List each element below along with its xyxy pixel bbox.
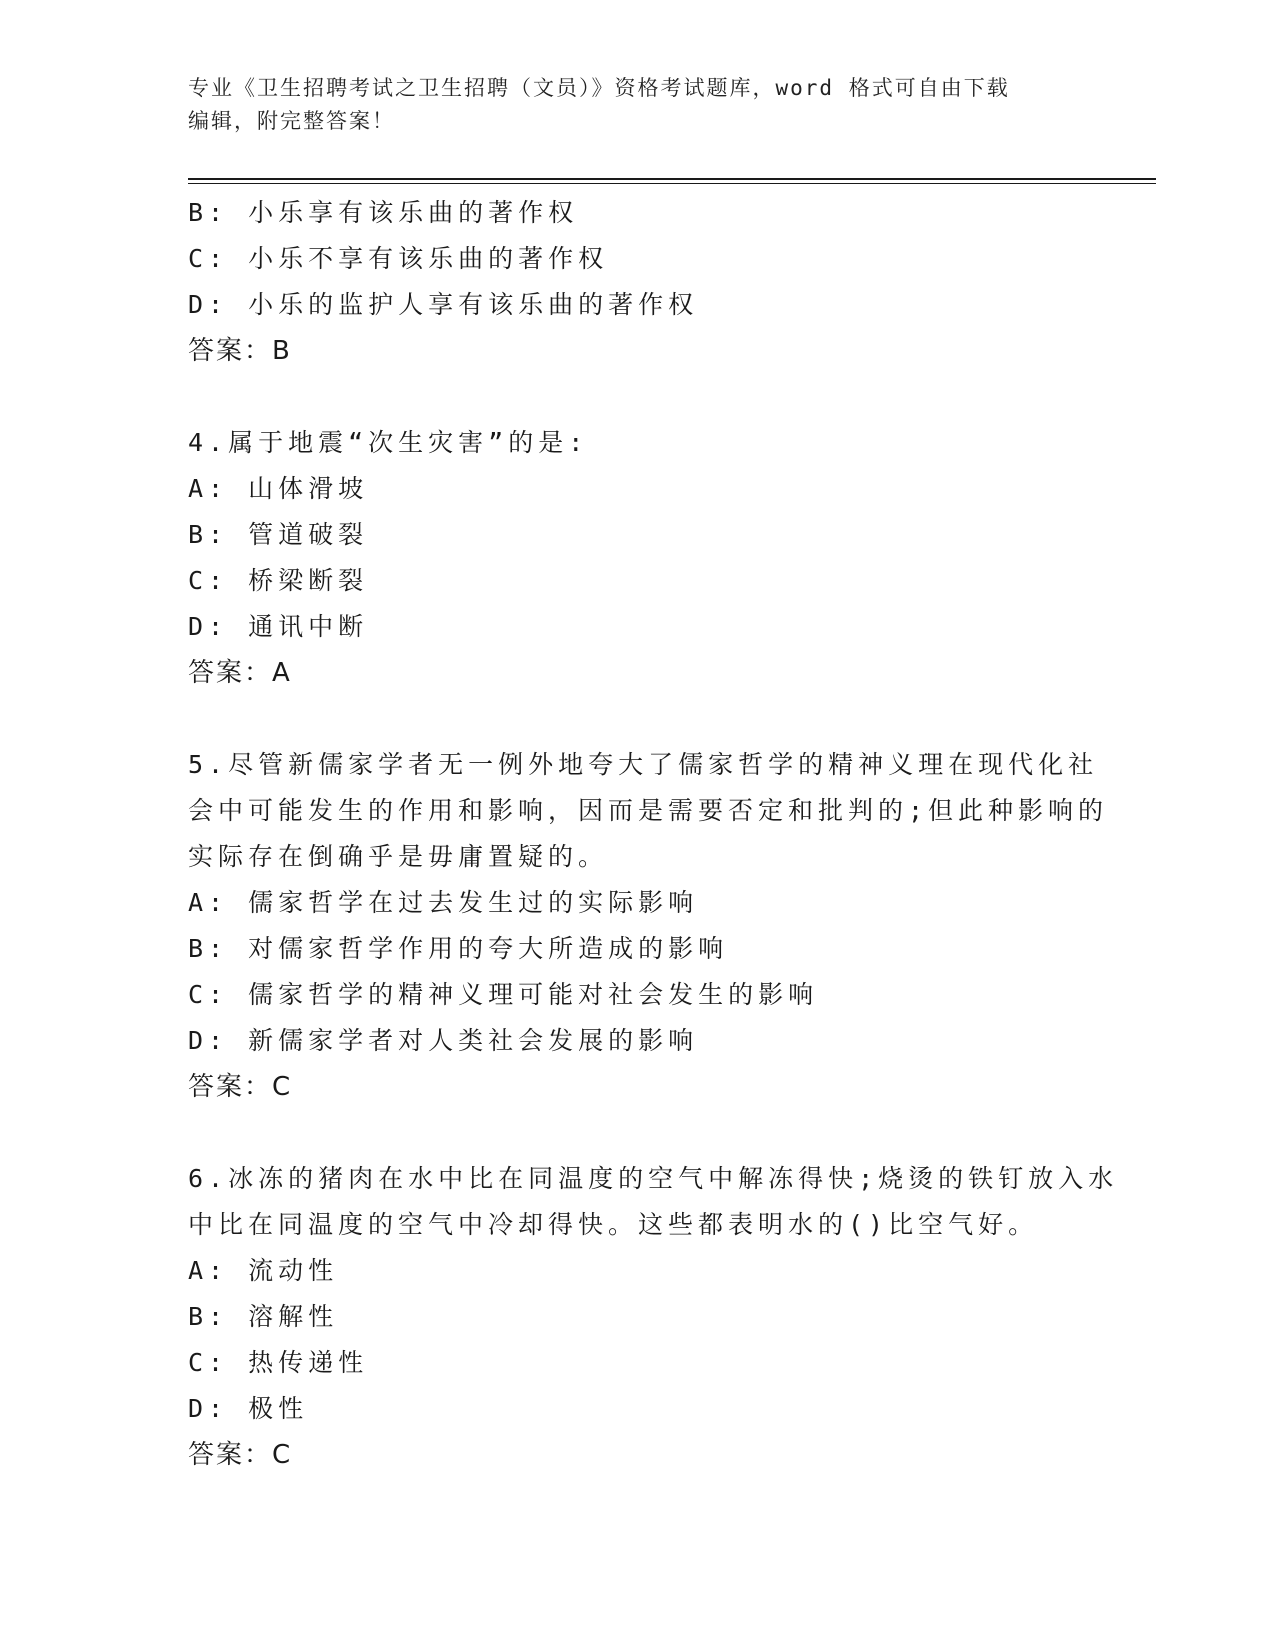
question-4-option-c: C: 桥梁断裂: [188, 566, 369, 595]
question-3-answer: 答案：B: [188, 336, 292, 366]
spacer: [188, 696, 1088, 742]
question-list: [188, 190, 1119, 1478]
document-header: [188, 72, 1088, 138]
question-6-answer: 答案：C: [188, 1440, 293, 1470]
question-5-option-d: D: 新儒家学者对人类社会发展的影响: [188, 1026, 699, 1055]
spacer: [188, 1110, 1088, 1156]
question-4: [188, 420, 1088, 696]
question-6-option-a: A: 流动性: [188, 1256, 339, 1285]
question-3-option-c: C: 小乐不享有该乐曲的著作权: [188, 244, 609, 273]
question-4-answer: 答案：A: [188, 658, 292, 688]
question-6-stem-line-1: 6.冰冻的猪肉在水中比在同温度的空气中解冻得快;烧烫的铁钉放入水: [188, 1164, 1119, 1193]
question-5-option-a: A: 儒家哲学在过去发生过的实际影响: [188, 888, 699, 917]
question-3-continued: [188, 190, 1088, 374]
question-5-stem-line-1: 5.尽管新儒家学者无一例外地夸大了儒家哲学的精神义理在现代化社: [188, 750, 1099, 779]
question-5-answer: 答案：C: [188, 1072, 293, 1102]
header-line-2: 编辑，附完整答案！: [188, 109, 395, 133]
spacer: [188, 374, 1088, 420]
question-5: [188, 742, 1109, 1110]
question-6-option-c: C: 热传递性: [188, 1348, 369, 1377]
header-line-1: 专业《卫生招聘考试之卫生招聘（文员）》资格考试题库，word 格式可自由下载: [188, 76, 1010, 100]
question-5-option-c: C: 儒家哲学的精神义理可能对社会发生的影响: [188, 980, 819, 1009]
question-4-option-d: D: 通讯中断: [188, 612, 369, 641]
header-divider-thin: [188, 183, 1156, 184]
question-6: [188, 1156, 1119, 1478]
question-6-option-b: B: 溶解性: [188, 1302, 339, 1331]
question-6-stem-line-2: 中比在同温度的空气中冷却得快。这些都表明水的()比空气好。: [188, 1210, 1039, 1239]
question-6-option-d: D: 极性: [188, 1394, 309, 1423]
question-5-stem-line-3: 实际存在倒确乎是毋庸置疑的。: [188, 842, 609, 871]
question-4-stem: 4.属于地震“次生灾害”的是:: [188, 428, 589, 457]
question-4-option-b: B: 管道破裂: [188, 520, 369, 549]
question-4-option-a: A: 山体滑坡: [188, 474, 369, 503]
header-divider: [188, 178, 1156, 180]
question-3-option-b: B: 小乐享有该乐曲的著作权: [188, 198, 579, 227]
question-5-stem-line-2: 会中可能发生的作用和影响，因而是需要否定和批判的;但此种影响的: [188, 796, 1109, 825]
question-5-option-b: B: 对儒家哲学作用的夸大所造成的影响: [188, 934, 729, 963]
question-3-option-d: D: 小乐的监护人享有该乐曲的著作权: [188, 290, 699, 319]
